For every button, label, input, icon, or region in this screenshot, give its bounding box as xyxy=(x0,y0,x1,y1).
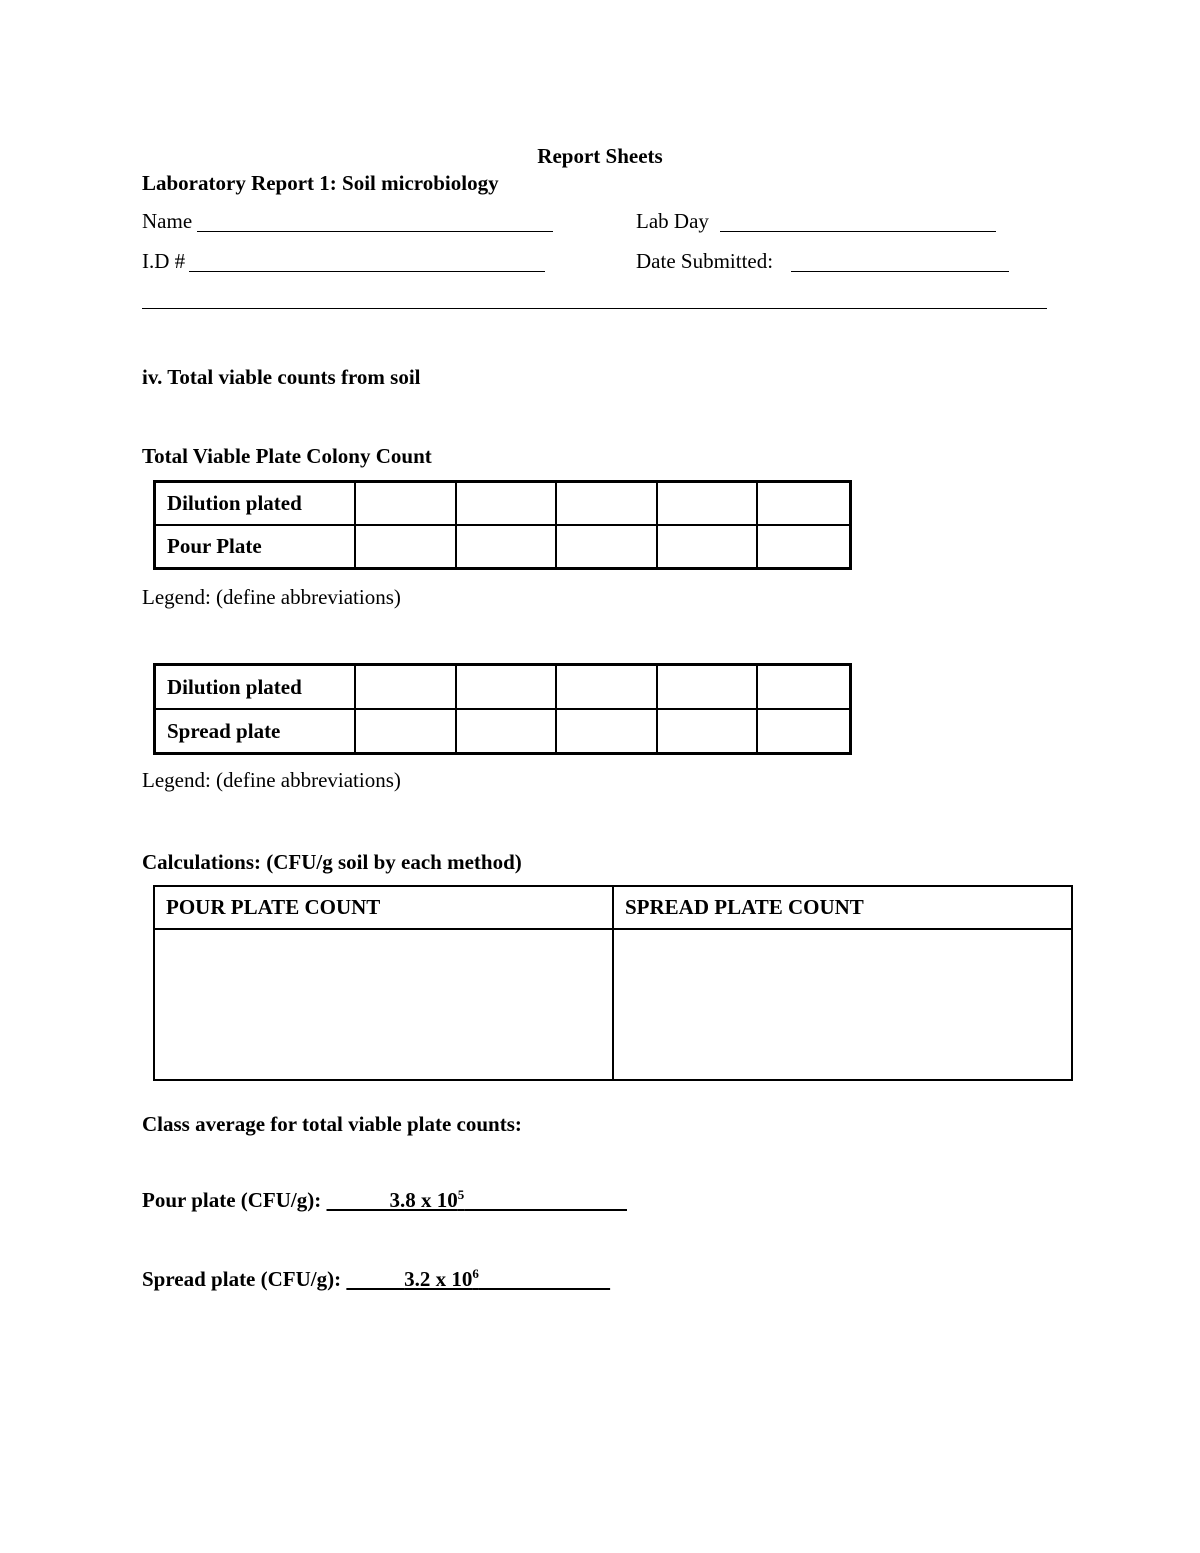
id-label: I.D # xyxy=(142,249,186,273)
pour-plate-result xyxy=(142,1187,627,1212)
table-cell[interactable] xyxy=(657,482,757,526)
table-cell[interactable] xyxy=(355,482,456,526)
table-row xyxy=(154,886,1072,929)
table-cell[interactable] xyxy=(456,482,556,526)
spread-plate-value-exponent: 6 xyxy=(472,1266,479,1281)
pour-plate-table xyxy=(153,480,852,570)
spread-plate-result-label: Spread plate (CFU/g): xyxy=(142,1267,342,1291)
class-average-heading: Class average for total viable plate counts: xyxy=(142,1112,522,1136)
table-cell[interactable] xyxy=(456,525,556,569)
name-field[interactable] xyxy=(197,231,553,232)
spread-plate-label: Spread plate xyxy=(155,709,355,754)
table-cell[interactable] xyxy=(355,525,456,569)
table-cell[interactable] xyxy=(657,665,757,710)
table-cell[interactable] xyxy=(757,709,851,754)
legend-text: Legend: (define abbreviations) xyxy=(142,768,401,792)
spread-plate-result-value xyxy=(404,1267,610,1291)
table-cell[interactable] xyxy=(657,709,757,754)
calculations-heading: Calculations: (CFU/g soil by each method) xyxy=(142,850,522,874)
date-submitted-field[interactable] xyxy=(791,271,1009,272)
table-cell[interactable] xyxy=(456,665,556,710)
table-cell[interactable] xyxy=(556,525,657,569)
spread-plate-result xyxy=(142,1266,610,1291)
pour-plate-label: Pour Plate xyxy=(155,525,355,569)
page-title: Report Sheets xyxy=(537,144,663,168)
pour-plate-count-cell[interactable] xyxy=(154,929,613,1080)
table-cell[interactable] xyxy=(657,525,757,569)
pour-plate-result-label: Pour plate (CFU/g): xyxy=(142,1188,322,1212)
date-submitted-label: Date Submitted: xyxy=(636,249,774,273)
pour-plate-count-header: POUR PLATE COUNT xyxy=(154,886,613,929)
separator-line xyxy=(142,308,1047,309)
table-row xyxy=(155,709,851,754)
spread-plate-underline xyxy=(346,1267,404,1291)
pour-plate-result-value xyxy=(327,1188,465,1212)
table-cell[interactable] xyxy=(556,709,657,754)
table-cell[interactable] xyxy=(556,665,657,710)
table-cell[interactable] xyxy=(456,709,556,754)
lab-day-field[interactable] xyxy=(720,231,996,232)
section-heading: iv. Total viable counts from soil xyxy=(142,365,421,389)
table-row xyxy=(155,482,851,526)
table-row xyxy=(155,525,851,569)
spread-plate-count-header: SPREAD PLATE COUNT xyxy=(613,886,1072,929)
pour-plate-value-base: 3.8 x 10 xyxy=(389,1188,458,1212)
table-heading: Total Viable Plate Colony Count xyxy=(142,444,432,468)
id-field[interactable] xyxy=(189,271,545,272)
name-label: Name xyxy=(142,209,193,233)
table-cell[interactable] xyxy=(355,665,456,710)
table-cell[interactable] xyxy=(355,709,456,754)
table-cell[interactable] xyxy=(757,482,851,526)
dilution-plated-label: Dilution plated xyxy=(155,482,355,526)
lab-day-label: Lab Day xyxy=(636,209,709,233)
table-cell[interactable] xyxy=(556,482,657,526)
dilution-plated-label: Dilution plated xyxy=(155,665,355,710)
spread-plate-table xyxy=(153,663,852,755)
spread-plate-value-base: 3.2 x 10 xyxy=(404,1267,473,1291)
pour-plate-value-exponent: 5 xyxy=(457,1187,465,1202)
spread-plate-count-cell[interactable] xyxy=(613,929,1072,1080)
table-row xyxy=(154,929,1072,1080)
report-heading: Laboratory Report 1: Soil microbiology xyxy=(142,171,499,195)
calculations-table xyxy=(153,885,1073,1081)
pour-plate-underline xyxy=(464,1188,627,1212)
table-cell[interactable] xyxy=(757,665,851,710)
table-cell[interactable] xyxy=(757,525,851,569)
legend-text: Legend: (define abbreviations) xyxy=(142,585,401,609)
table-row xyxy=(155,665,851,710)
